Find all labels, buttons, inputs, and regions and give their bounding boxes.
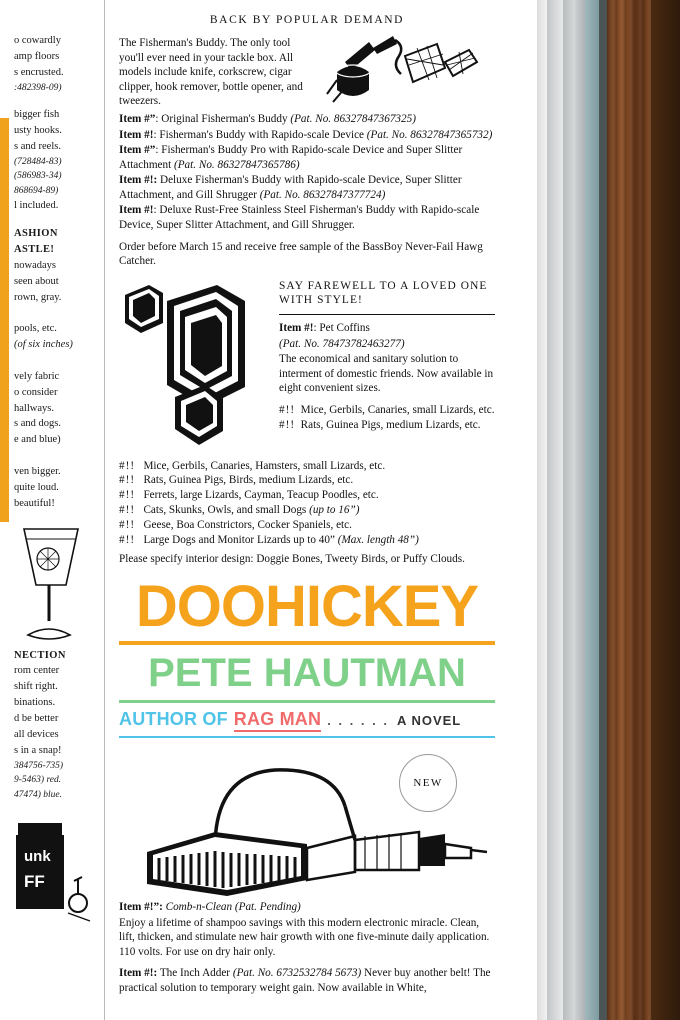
left-line: o cowardly xyxy=(14,35,61,46)
size-hash: #!! xyxy=(279,403,296,416)
item-title: The Inch Adder xyxy=(159,967,231,980)
main-cover-panel xyxy=(104,0,509,1020)
spine-strip-teal xyxy=(585,0,599,1020)
item-mark: ” xyxy=(149,144,156,157)
fishermans-buddy-intro: The Fisherman's Buddy. The only tool you'll ever need in your tackle box. All models include knife, corkscrew, cigar clipper, hook remover, bottle opener, and tweezers. xyxy=(119,37,303,108)
size-hash: #!! xyxy=(119,474,136,487)
title-rule-orange xyxy=(119,641,495,645)
pet-coffins-item xyxy=(279,321,495,336)
kicker-text: BACK BY POPULAR DEMAND xyxy=(209,14,405,26)
book-spine-background xyxy=(509,0,680,1020)
left-line: 868694-89) xyxy=(14,185,59,196)
left-block-4 xyxy=(14,649,98,802)
size-entry xyxy=(119,473,495,488)
left-line: ven bigger. xyxy=(14,466,61,478)
bottom-copy xyxy=(119,900,495,995)
book-title: DOOHICKEY xyxy=(135,574,479,640)
author-rule-green xyxy=(119,700,495,703)
left-line: shift right. xyxy=(14,681,58,693)
left-line: nowadays xyxy=(14,259,56,271)
item-label: Item # xyxy=(119,144,150,157)
item-text: : Fisherman's Buddy with Rapido-scale Device xyxy=(153,128,364,141)
left-block-2 xyxy=(14,108,98,213)
wood-panel-dark xyxy=(651,0,680,1020)
size-entry xyxy=(119,488,495,503)
comb-n-clean-illustration xyxy=(119,748,495,898)
size-text: Ferrets, large Lizards, Cayman, Teacup Poodles, etc. xyxy=(143,489,379,502)
item-patent: (Pat. No. 86327847365732) xyxy=(366,128,493,141)
size-text: Rats, Guinea Pigs, Birds, medium Lizards, etc. xyxy=(143,474,354,487)
size-text: Cats, Skunks, Owls, and small Dogs xyxy=(143,503,307,516)
fishermans-buddy-item-list xyxy=(119,112,495,233)
item-title: Comb-n-Clean xyxy=(165,900,233,913)
svg-text:FF: FF xyxy=(24,872,45,892)
item-entry xyxy=(119,173,495,202)
item-label: Item # xyxy=(119,174,150,187)
left-line: 47474) blue. xyxy=(14,789,63,800)
left-line: (586983-34) xyxy=(14,171,62,182)
size-entry xyxy=(119,459,495,474)
size-hash: #!! xyxy=(119,489,136,502)
item-text: : Original Fisherman's Buddy xyxy=(155,113,288,125)
spine-strip-white xyxy=(509,0,537,1020)
left-line: :482398-09) xyxy=(14,82,62,93)
size-entry xyxy=(279,403,495,418)
left-heading: ASTLE! xyxy=(14,244,55,255)
spine-strip-gray-1 xyxy=(547,0,563,1020)
left-block-3 xyxy=(14,227,98,510)
left-line: s and reels. xyxy=(14,140,61,152)
size-note: (Max. length 48”) xyxy=(337,533,419,546)
wood-panel xyxy=(607,0,651,1020)
item-patent: (Pat. No. 6732532784 5673) xyxy=(232,967,362,980)
left-line: vely fabric xyxy=(14,370,60,382)
left-line: e and blue) xyxy=(14,434,61,446)
left-line: 9-5463) red. xyxy=(14,775,62,786)
item-text: : Fisherman's Buddy Pro with Rapido-scale Device and Super Slitter Attachment xyxy=(119,144,463,171)
item-mark: !: xyxy=(149,967,158,980)
author-of-label: AUTHOR OF xyxy=(119,708,228,729)
item-entry xyxy=(119,128,495,143)
dot-leader: . . . . . . xyxy=(327,712,389,728)
new-badge: NEW xyxy=(399,754,457,812)
left-line: o consider xyxy=(14,386,58,398)
size-text: Rats, Guinea Pigs, medium Lizards, etc. xyxy=(300,418,481,431)
previous-title: RAG MAN xyxy=(234,709,321,732)
item-label: Item # xyxy=(119,113,150,125)
spine-strip-dark xyxy=(599,0,607,1020)
left-line: usty hooks. xyxy=(14,124,62,136)
item-label: Item # xyxy=(119,900,150,913)
item-patent: (Pat. No. 86327847365786) xyxy=(174,158,300,171)
size-entry xyxy=(279,418,495,433)
jar-illustration xyxy=(16,817,92,913)
author-rule-blue xyxy=(119,736,495,738)
left-heading: NECTION xyxy=(14,649,66,661)
item-text: Never buy another belt! The practical solution to temporary weight gain. Now available in White, xyxy=(119,967,491,994)
size-hash: #!! xyxy=(119,533,136,546)
item-mark: ! xyxy=(149,204,154,217)
size-entry xyxy=(119,503,495,518)
item-label: Item # xyxy=(119,967,150,980)
left-line: all devices xyxy=(14,728,59,740)
size-hash: #!! xyxy=(119,518,136,531)
pet-coffins-specify: Please specify interior design: Doggie Bones, Tweety Birds, or Puffy Clouds. xyxy=(119,553,465,566)
column-divider xyxy=(104,0,105,1020)
left-heading: ASHION xyxy=(14,228,58,240)
pet-coffins-headline: SAY FAREWELL TO A LOVED ONE WITH STYLE! xyxy=(279,279,488,306)
fishermans-buddy-section xyxy=(119,36,495,112)
left-line: beautiful! xyxy=(14,497,55,509)
item-text: : Pet Coffins xyxy=(313,322,370,335)
item-mark: !: xyxy=(149,174,158,187)
spine-strip-light-gray xyxy=(537,0,547,1020)
left-line: pools, etc. xyxy=(14,323,57,335)
item-patent: (Pat. No. 86327847377724) xyxy=(259,188,386,201)
item-mark: ! xyxy=(309,322,314,335)
left-line: s and dogs. xyxy=(14,418,61,430)
pet-coffins-illustration xyxy=(119,279,271,449)
spine-strip-gray-2 xyxy=(563,0,575,1020)
comb-n-clean-body: Enjoy a lifetime of shampoo savings with this modern electronic miracle. Clean, lift, thicken, and stimulate new hair growth with one five-minute daily application. 110 volts. For use on dry hair only. xyxy=(119,916,490,958)
svg-text:unk: unk xyxy=(24,848,51,866)
item-entry xyxy=(119,143,495,172)
left-line: 384756-735) xyxy=(14,760,64,771)
book-author: PETE HAUTMAN xyxy=(148,650,466,695)
left-line: d be better xyxy=(14,713,59,725)
item-entry xyxy=(119,203,495,232)
size-entry xyxy=(119,533,495,548)
author-of-line xyxy=(119,709,495,732)
left-line: (728484-83) xyxy=(14,156,62,167)
fishermans-buddy-offer: Order before March 15 and receive free sample of the BassBoy Never-Fail Hawg Catcher. xyxy=(119,240,483,268)
item-mark: ” xyxy=(149,113,156,125)
left-line: rown, gray. xyxy=(14,291,62,303)
item-label: Item # xyxy=(119,128,150,141)
left-line: s in a snap! xyxy=(14,744,62,756)
size-text: Geese, Boa Constrictors, Cocker Spaniels, etc. xyxy=(143,518,352,531)
size-note: (up to 16”) xyxy=(309,503,360,516)
item-text: : Deluxe Rust-Free Stainless Steel Fisherman's Buddy with Rapido-scale Device, Super Slitter Attachment, and Gill Shrugger. xyxy=(119,204,480,231)
left-line: seen about xyxy=(14,275,59,287)
pet-coffins-section xyxy=(119,279,495,455)
item-mark: !”: xyxy=(149,900,163,913)
item-entry xyxy=(119,112,495,127)
item-patent: (Pat. No. 86327847367325) xyxy=(290,113,416,125)
goblet-illustration xyxy=(16,525,86,643)
orange-accent-bar xyxy=(0,118,9,522)
size-entry xyxy=(119,518,495,533)
left-line: s encrusted. xyxy=(14,66,64,78)
left-line: rom center xyxy=(14,665,60,677)
title-block xyxy=(119,574,495,738)
item-text: Deluxe Fisherman's Buddy with Rapido-scale Device, Super Slitter Attachment, and Gill Shrugger xyxy=(119,174,462,201)
left-line: quite loud. xyxy=(14,481,59,493)
pet-coffins-size-list-right xyxy=(279,403,495,433)
size-text: Mice, Gerbils, Canaries, Hamsters, small Lizards, etc. xyxy=(143,459,386,472)
left-block-1 xyxy=(14,34,98,94)
size-text: Large Dogs and Monitor Lizards up to 40” xyxy=(143,533,335,546)
left-line: binations. xyxy=(14,697,56,709)
pet-coffins-size-list-full xyxy=(119,459,495,548)
item-mark: ! xyxy=(149,128,154,141)
left-line: l included. xyxy=(14,200,59,212)
divider-rule xyxy=(279,314,495,315)
novel-label: A NOVEL xyxy=(396,712,462,728)
fishermans-buddy-illustration xyxy=(317,32,497,112)
item-label: Item # xyxy=(279,322,310,335)
size-hash: #!! xyxy=(119,503,136,516)
size-hash: #!! xyxy=(279,418,296,431)
size-hash: #!! xyxy=(119,459,136,472)
left-page-column xyxy=(0,0,104,1020)
left-line: amp floors xyxy=(14,50,60,62)
left-line: (of six inches) xyxy=(14,339,73,351)
inch-adder-entry xyxy=(119,966,495,995)
pet-coffins-description: The economical and sanitary solution to interment of domestic friends. Now available in eight convenient sizes. xyxy=(279,353,494,395)
spine-strip-gray-3 xyxy=(575,0,585,1020)
left-line: hallways. xyxy=(14,402,54,414)
comb-n-clean-section xyxy=(119,748,495,995)
left-line: bigger fish xyxy=(14,109,60,121)
size-text: Mice, Gerbils, Canaries, small Lizards, etc. xyxy=(300,403,495,416)
comb-n-clean-item xyxy=(119,900,495,915)
item-label: Item # xyxy=(119,204,150,217)
pet-coffins-patent: (Pat. No. 78473782463277) xyxy=(279,337,405,350)
item-patent: (Pat. Pending) xyxy=(234,900,301,913)
